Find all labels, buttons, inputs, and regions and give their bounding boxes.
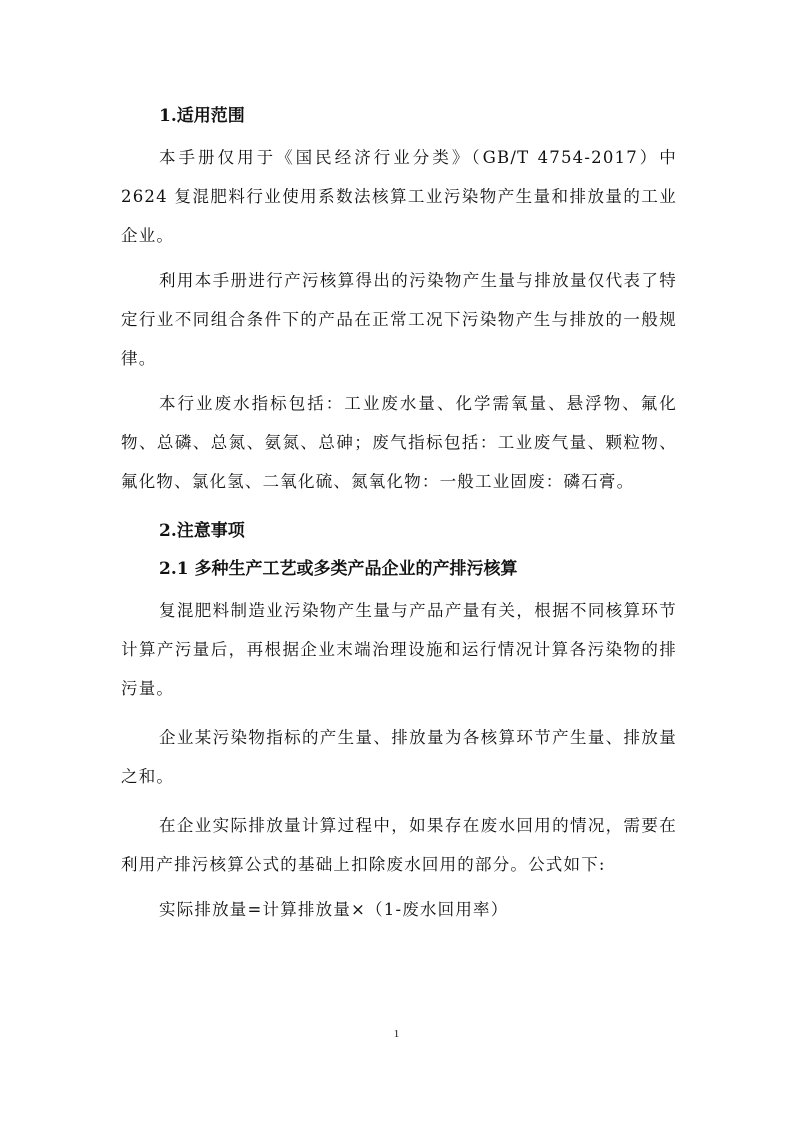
section-heading-notes: 2.注意事项 xyxy=(159,521,245,541)
paragraph-notes-reuse: 在企业实际排放量计算过程中，如果存在废水回用的情况，需要在利用产排污核算公式的基础上扣除废水回用的部分。公式如下: xyxy=(121,816,677,874)
paragraph-notes-calculation: 复混肥料制造业污染物产生量与产品产量有关，根据不同核算环节计算产污量后，再根据企业末端治理设施和运行情况计算各污染物的排污量。 xyxy=(121,601,677,698)
page-number: 1 xyxy=(393,1028,400,1040)
document-body xyxy=(121,100,677,929)
paragraph-scope-representation: 利用本手册进行产污核算得出的污染物产生量与排放量仅代表了特定行业不同组合条件下的产品在正常工况下污染物产生与排放的一般规律。 xyxy=(121,271,677,368)
paragraph-notes-sum: 企业某污染物指标的产生量、排放量为各核算环节产生量、排放量之和。 xyxy=(121,728,677,786)
paragraph-scope-indicators: 本行业废水指标包括：工业废水量、化学需氧量、悬浮物、氟化物、总磷、总氮、氨氮、总砷；废气指标包括：工业废气量、颗粒物、氟化物、氯化氢、二氧化硫、氮氧化物：一般工业固废：磷石膏。 xyxy=(121,394,677,491)
section-heading-scope: 1.适用范围 xyxy=(159,106,245,126)
formula-actual-emission: 实际排放量=计算排放量×（1-废水回用率） xyxy=(159,900,509,919)
subsection-heading-multi-process: 2.1 多种生产工艺或多类产品企业的产排污核算 xyxy=(159,559,518,579)
paragraph-scope-usage: 本手册仅用于《国民经济行业分类》（GB/T 4754-2017）中 2624 复混肥料行业使用系数法核算工业污染物产生量和排放量的工业企业。 xyxy=(121,148,677,245)
